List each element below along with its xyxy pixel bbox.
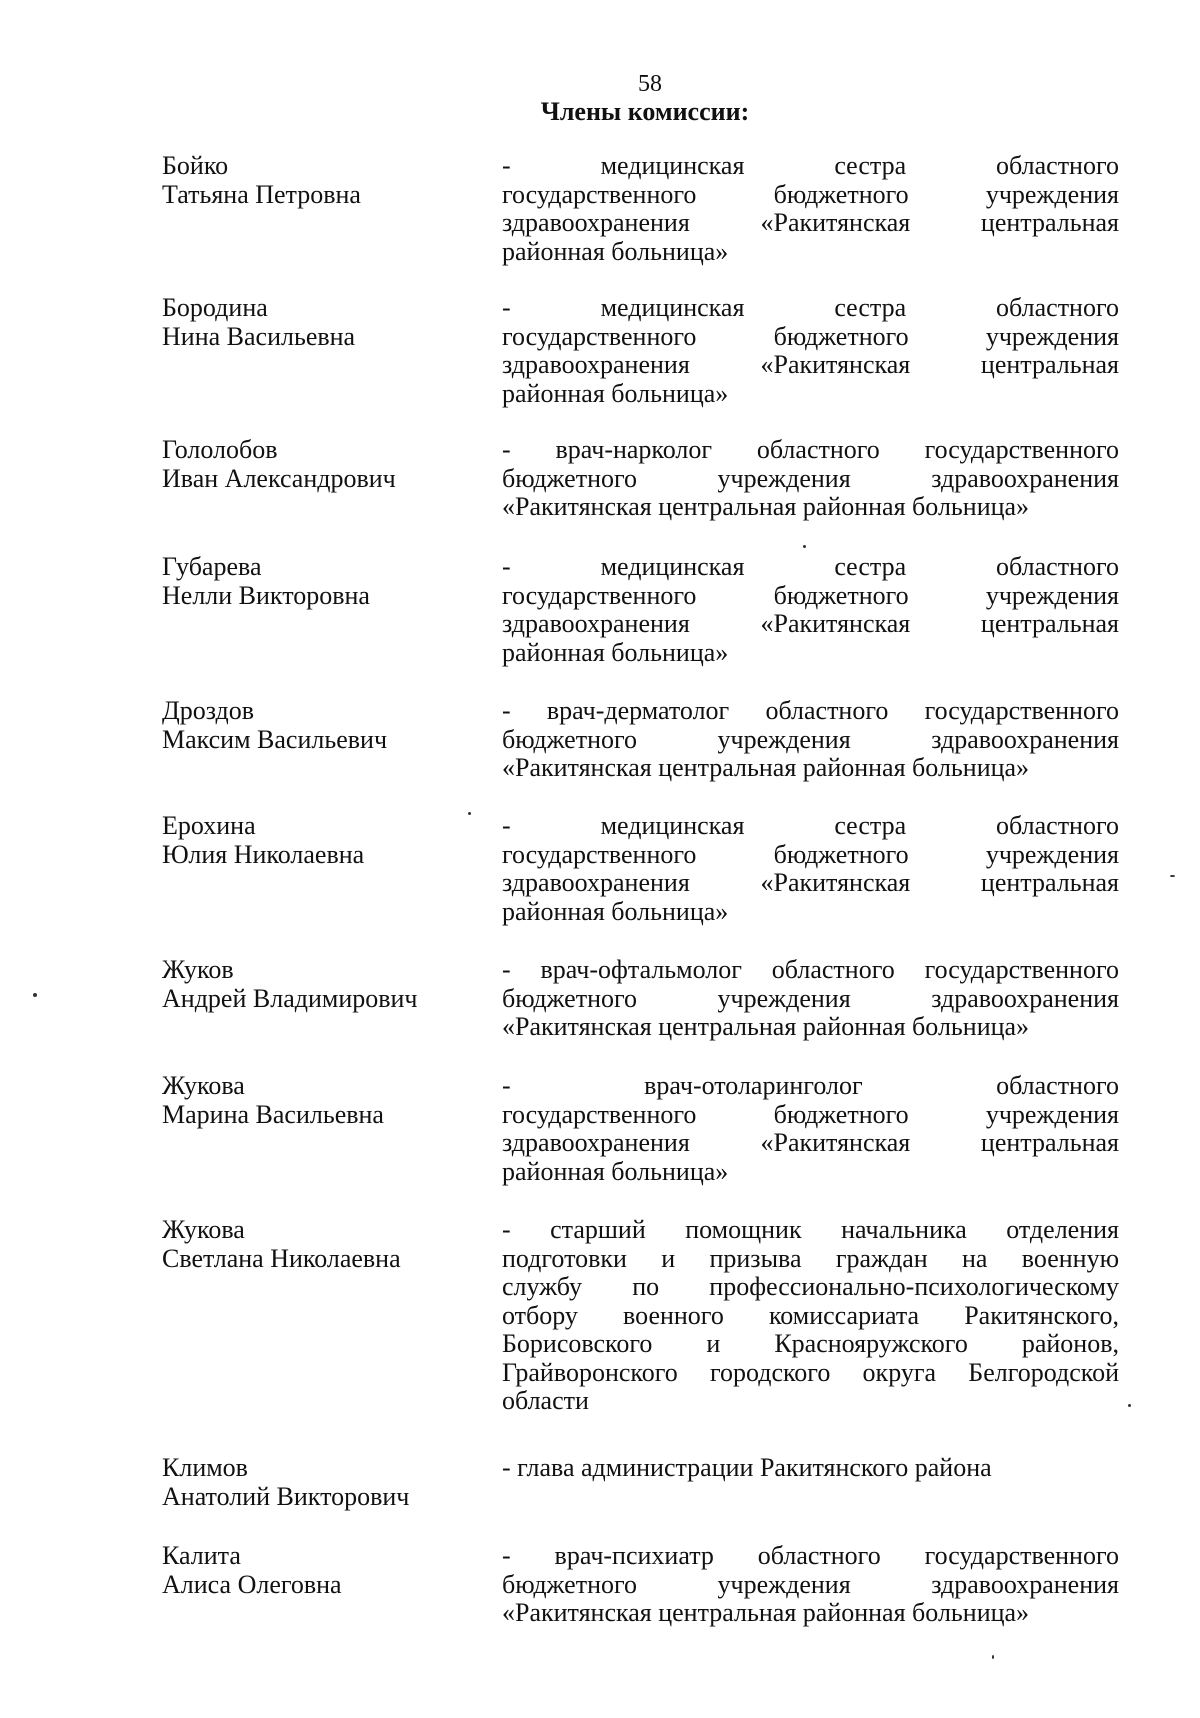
role-line: отбору военного комиссариата Ракитянского, <box>502 1300 1119 1330</box>
role-line: районная больница» <box>502 236 729 266</box>
member-given-names: Нелли Викторовна <box>162 580 370 610</box>
role-line: районная больница» <box>502 896 729 926</box>
role-line: «Ракитянская центральная районная больница» <box>502 1598 1030 1627</box>
member-role <box>502 1072 1119 1186</box>
role-line: здравоохранения «Ракитянская центральная <box>502 609 1119 638</box>
member-given-names: Нина Васильевна <box>162 321 356 351</box>
member-surname: Жукова <box>162 1071 245 1100</box>
role-line: - врач-нарколог областного государственного <box>502 435 1119 464</box>
member-surname: Климов <box>162 1453 248 1482</box>
member-role <box>502 812 1119 926</box>
member-role <box>502 294 1119 408</box>
role-line: бюджетного учреждения здравоохранения <box>502 983 1119 1013</box>
member-surname: Жуков <box>162 955 234 984</box>
role-line: районная больница» <box>502 637 729 667</box>
member-surname: Бойко <box>162 151 229 180</box>
role-line: - старший помощник начальника отделения <box>502 1215 1119 1244</box>
member-surname: Бородина <box>162 293 268 322</box>
role-line: здравоохранения «Ракитянская центральная <box>502 350 1119 379</box>
role-line: государственного бюджетного учреждения <box>502 839 1119 869</box>
role-line: Борисовского и Краснояружского районов, <box>502 1329 1119 1358</box>
role-line: районная больница» <box>502 1156 729 1186</box>
member-given-names: Анатолий Викторович <box>162 1481 410 1511</box>
role-line: - медицинская сестра областного <box>502 151 1119 180</box>
scan-speck <box>1128 1404 1131 1407</box>
member-role <box>502 1542 1119 1628</box>
role-line: - глава администрации Ракитянского района <box>502 1453 992 1482</box>
member-name <box>162 697 472 754</box>
role-line: «Ракитянская центральная районная больница» <box>502 753 1030 782</box>
scan-speck <box>468 812 471 815</box>
member-given-names: Татьяна Петровна <box>162 179 361 209</box>
member-name <box>162 294 472 351</box>
member-role <box>502 1454 1119 1483</box>
role-line: области <box>502 1386 589 1415</box>
role-line: бюджетного учреждения здравоохранения <box>502 463 1119 493</box>
role-line: здравоохранения «Ракитянская центральная <box>502 1128 1119 1157</box>
role-line: службу по профессионально-психологическому <box>502 1272 1119 1301</box>
scan-speck <box>33 993 37 997</box>
role-line: - медицинская сестра областного <box>502 552 1119 581</box>
member-surname: Калита <box>162 1541 241 1570</box>
member-surname: Ерохина <box>162 811 256 840</box>
role-line: здравоохранения «Ракитянская центральная <box>502 868 1119 897</box>
role-line: - медицинская сестра областного <box>502 811 1119 840</box>
member-surname: Гололобов <box>162 435 278 464</box>
member-name <box>162 152 472 209</box>
member-role <box>502 697 1119 783</box>
role-line: бюджетного учреждения здравоохранения <box>502 724 1119 754</box>
member-given-names: Алиса Олеговна <box>162 1569 342 1599</box>
role-line: «Ракитянская центральная районная больница» <box>502 1012 1030 1041</box>
member-role <box>502 152 1119 266</box>
member-given-names: Максим Васильевич <box>162 724 388 754</box>
member-given-names: Иван Александрович <box>162 463 396 493</box>
role-line: - врач-психиатр областного государственного <box>502 1541 1119 1570</box>
member-name <box>162 1454 472 1511</box>
member-surname: Дроздов <box>162 696 255 725</box>
role-line: «Ракитянская центральная районная больница» <box>502 492 1030 521</box>
role-line: - врач-офтальмолог областного государственного <box>502 955 1119 984</box>
member-given-names: Марина Васильевна <box>162 1099 384 1129</box>
member-name <box>162 812 472 869</box>
role-line: здравоохранения «Ракитянская центральная <box>502 208 1119 237</box>
page-number: 58 <box>638 71 662 97</box>
role-line: государственного бюджетного учреждения <box>502 580 1119 610</box>
role-line: районная больница» <box>502 378 729 408</box>
member-name <box>162 956 472 1013</box>
member-given-names: Андрей Владимирович <box>162 983 418 1013</box>
member-given-names: Светлана Николаевна <box>162 1243 401 1273</box>
member-name <box>162 1542 472 1599</box>
role-line: государственного бюджетного учреждения <box>502 179 1119 209</box>
role-line: - медицинская сестра областного <box>502 293 1119 322</box>
role-line: государственного бюджетного учреждения <box>502 1099 1119 1129</box>
role-line: государственного бюджетного учреждения <box>502 321 1119 351</box>
role-line: подготовки и призыва граждан на военную <box>502 1243 1119 1273</box>
member-name <box>162 553 472 610</box>
role-line: бюджетного учреждения здравоохранения <box>502 1569 1119 1599</box>
member-name <box>162 436 472 493</box>
scan-speck <box>992 1655 994 1659</box>
member-role <box>502 436 1119 522</box>
role-line: Грайворонского городского округа Белгородской <box>502 1357 1119 1387</box>
scan-speck <box>803 545 806 548</box>
member-role <box>502 956 1119 1042</box>
member-surname: Губарева <box>162 552 262 581</box>
member-role <box>502 553 1119 667</box>
role-line: - врач-дерматолог областного государственного <box>502 696 1119 725</box>
role-line: - врач-отоларинголог областного <box>502 1071 1119 1100</box>
section-title: Члены комиссии: <box>540 97 750 126</box>
member-surname: Жукова <box>162 1215 245 1244</box>
member-name <box>162 1072 472 1129</box>
member-name <box>162 1216 472 1273</box>
scan-speck <box>1170 875 1175 877</box>
member-given-names: Юлия Николаевна <box>162 839 365 869</box>
member-role <box>502 1216 1119 1416</box>
